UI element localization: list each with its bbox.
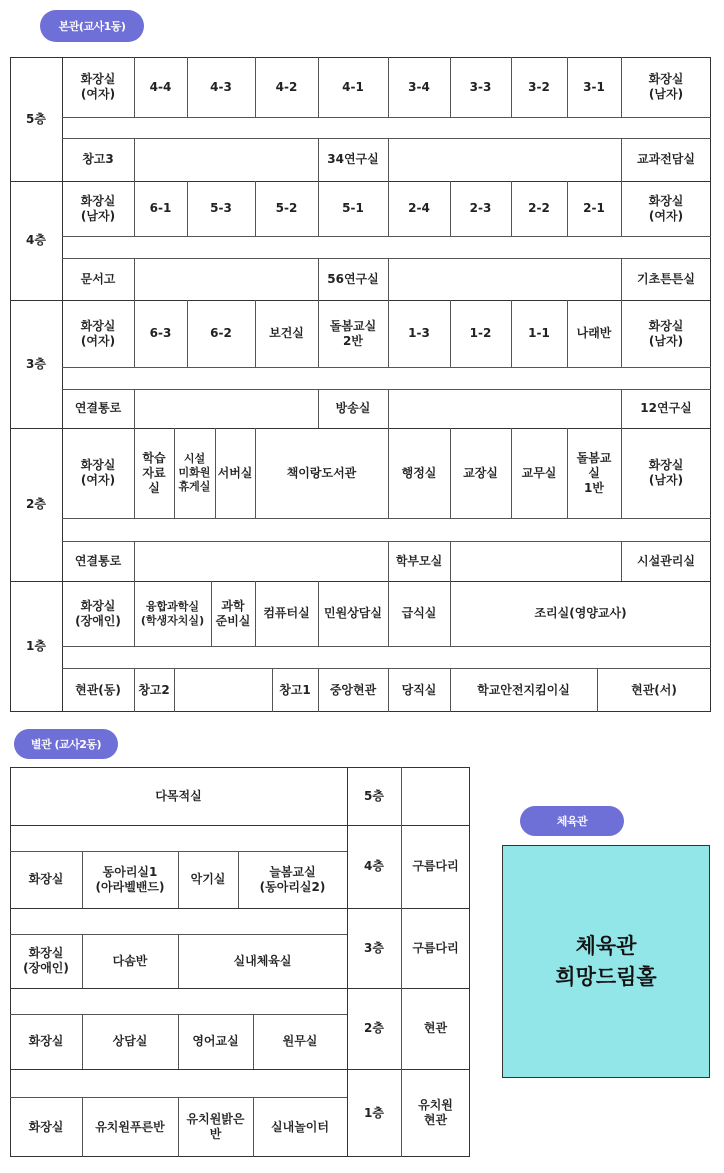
room-3f-connector[interactable]: 연결통로	[74, 401, 122, 415]
annex-2f-english[interactable]: 영어교실	[192, 1034, 239, 1048]
annex-3f-dasom[interactable]: 다솜반	[112, 953, 148, 968]
annex-1f-kinder-bright[interactable]: 유치원밝은 반	[186, 1112, 245, 1141]
room-1f-kitchen[interactable]: 조리실(영양교사)	[534, 606, 627, 620]
annex-floor-label-4f: 4층	[364, 859, 384, 873]
room-5f-restroom-female[interactable]: 화장실 (여자)	[80, 72, 116, 101]
annex-4f-neulbom[interactable]: 늘봄교실 (동아리실2)	[259, 864, 326, 894]
room-4f-2-1[interactable]: 2-1	[583, 201, 605, 215]
floor-label-4f: 4층	[26, 233, 46, 247]
room-3f-health[interactable]: 보건실	[269, 326, 304, 340]
room-2f-connector[interactable]: 연결통로	[74, 553, 122, 568]
floor-label-2f: 2층	[26, 497, 46, 511]
room-1f-storage2[interactable]: 창고2	[138, 682, 170, 697]
annex-5f-multipurpose[interactable]: 다목적실	[155, 788, 202, 803]
room-4f-archive[interactable]: 문서고	[80, 271, 116, 286]
room-2f-parents[interactable]: 학부모실	[395, 553, 443, 568]
room-1f-entrance-west[interactable]: 현관(서)	[631, 682, 677, 697]
room-5f-4-4[interactable]: 4-4	[149, 79, 172, 94]
room-4f-research56[interactable]: 56연구실	[327, 271, 379, 286]
room-1f-restroom-accessible[interactable]: 화장실 (장애인)	[75, 598, 121, 628]
room-1f-storage1[interactable]: 창고1	[279, 682, 311, 697]
annex-1f-playground[interactable]: 실내놀이터	[271, 1119, 329, 1134]
room-2f-admin[interactable]: 행정실	[401, 465, 437, 480]
room-1f-cafeteria[interactable]: 급식실	[401, 606, 437, 620]
annex-3f-skybridge[interactable]: 구름다리	[412, 940, 459, 955]
room-4f-restroom-male[interactable]: 화장실 (남자)	[80, 193, 116, 223]
floor-label-5f: 5층	[26, 111, 46, 126]
gym-building[interactable]: 체육관 희망드림홀	[502, 845, 710, 1078]
floor-label-1f: 1층	[26, 639, 46, 653]
annex-floor-label-3f: 3층	[364, 940, 384, 955]
annex-2f-restroom[interactable]: 화장실	[28, 1034, 64, 1048]
room-3f-1-2[interactable]: 1-2	[469, 326, 492, 340]
gym-badge: 체육관	[520, 806, 624, 836]
room-3f-1-3[interactable]: 1-3	[408, 326, 430, 340]
annex-4f-skybridge[interactable]: 구름다리	[412, 859, 459, 873]
annex-1f-restroom[interactable]: 화장실	[28, 1119, 64, 1134]
annex-4f-restroom[interactable]: 화장실	[28, 872, 64, 886]
room-4f-restroom-female[interactable]: 화장실 (여자)	[648, 193, 684, 223]
room-5f-restroom-male[interactable]: 화장실 (남자)	[648, 72, 684, 101]
room-5f-3-3[interactable]: 3-3	[469, 79, 492, 94]
room-3f-6-3[interactable]: 6-3	[149, 326, 172, 340]
annex-floor-label-1f: 1층	[364, 1105, 384, 1120]
room-2f-principal[interactable]: 교장실	[463, 465, 498, 480]
room-3f-narae[interactable]: 나래반	[576, 326, 612, 340]
room-5f-3-4[interactable]: 3-4	[408, 79, 430, 94]
annex-floor-label-5f: 5층	[364, 788, 384, 803]
room-3f-1-1[interactable]: 1-1	[528, 326, 550, 340]
annex-3f-restroom-accessible[interactable]: 화장실 (장애인)	[23, 946, 69, 975]
room-4f-2-2[interactable]: 2-2	[528, 201, 550, 215]
room-4f-5-1[interactable]: 5-1	[342, 201, 364, 215]
room-4f-2-3[interactable]: 2-3	[469, 201, 492, 215]
annex-1f-kinder-entrance[interactable]: 유치원 현관	[418, 1098, 453, 1127]
room-4f-5-2[interactable]: 5-2	[275, 201, 298, 215]
annex-floor-label-2f: 2층	[364, 1021, 384, 1035]
room-1f-science-lab[interactable]: 융합과학실 (학생자치실)	[140, 599, 205, 627]
room-3f-broadcast[interactable]: 방송실	[335, 401, 371, 415]
room-3f-restroom-male[interactable]: 화장실 (남자)	[648, 318, 684, 348]
room-2f-library[interactable]: 책이랑도서관	[286, 465, 357, 480]
room-4f-2-4[interactable]: 2-4	[408, 201, 430, 215]
annex-4f-club1[interactable]: 동아리실1 (아라벨밴드)	[95, 864, 165, 894]
room-1f-central-entrance[interactable]: 중앙현관	[329, 682, 377, 697]
annex-5f-side	[401, 767, 470, 825]
room-5f-subject-teacher[interactable]: 교과전담실	[637, 152, 695, 166]
room-2f-facility[interactable]: 시설관리실	[637, 553, 695, 568]
annex-4f-instrument[interactable]: 악기실	[190, 872, 226, 886]
room-1f-science-prep[interactable]: 과학 준비실	[215, 598, 251, 628]
room-3f-restroom-female[interactable]: 화장실 (여자)	[80, 318, 116, 348]
room-3f-research12[interactable]: 12연구실	[640, 401, 692, 415]
room-2f-resource[interactable]: 학습 자료 실	[142, 450, 166, 495]
room-3f-6-2[interactable]: 6-2	[210, 326, 232, 340]
room-5f-3-1[interactable]: 3-1	[583, 79, 605, 94]
room-5f-4-3[interactable]: 4-3	[210, 79, 232, 94]
main-building-badge: 본관(교사1동)	[40, 10, 144, 42]
room-5f-storage3[interactable]: 창고3	[82, 152, 114, 166]
room-2f-restroom-female[interactable]: 화장실 (여자)	[80, 458, 116, 487]
annex-3f-indoor-gym[interactable]: 실내체육실	[233, 953, 292, 968]
room-3f-care2[interactable]: 돌봄교실 2반	[329, 318, 377, 348]
room-2f-server[interactable]: 서버실	[217, 465, 253, 480]
room-1f-civil-counsel[interactable]: 민원상담실	[324, 606, 382, 620]
room-1f-computer[interactable]: 컴퓨터실	[263, 606, 310, 620]
room-2f-restroom-male[interactable]: 화장실 (남자)	[648, 458, 684, 487]
room-1f-entrance-east[interactable]: 현관(동)	[75, 682, 121, 697]
annex-2f-counseling[interactable]: 상담실	[112, 1034, 148, 1048]
room-1f-safety[interactable]: 학교안전지킴이실	[477, 682, 570, 697]
annex-1f-kinder-blue[interactable]: 유치원푸른반	[95, 1119, 165, 1134]
room-4f-5-3[interactable]: 5-3	[210, 201, 232, 215]
floor-label-3f: 3층	[26, 356, 46, 371]
room-5f-3-2[interactable]: 3-2	[528, 79, 550, 94]
room-2f-care1[interactable]: 돌봄교 실 1반	[576, 450, 612, 495]
room-4f-basics[interactable]: 기초튼튼실	[637, 271, 695, 286]
room-4f-6-1[interactable]: 6-1	[149, 201, 172, 215]
room-2f-staff[interactable]: 교무실	[521, 465, 557, 480]
room-5f-research34[interactable]: 34연구실	[327, 152, 379, 166]
room-2f-janitor-lounge[interactable]: 시설 미화원 휴게실	[178, 452, 211, 493]
room-1f-duty[interactable]: 당직실	[401, 682, 437, 697]
room-5f-4-2[interactable]: 4-2	[275, 79, 298, 94]
annex-2f-kinder-office[interactable]: 원무실	[282, 1034, 318, 1048]
annex-building-badge: 별관 (교사2동)	[14, 729, 118, 759]
annex-2f-entrance[interactable]: 현관	[423, 1021, 448, 1035]
room-5f-4-1[interactable]: 4-1	[342, 79, 364, 94]
